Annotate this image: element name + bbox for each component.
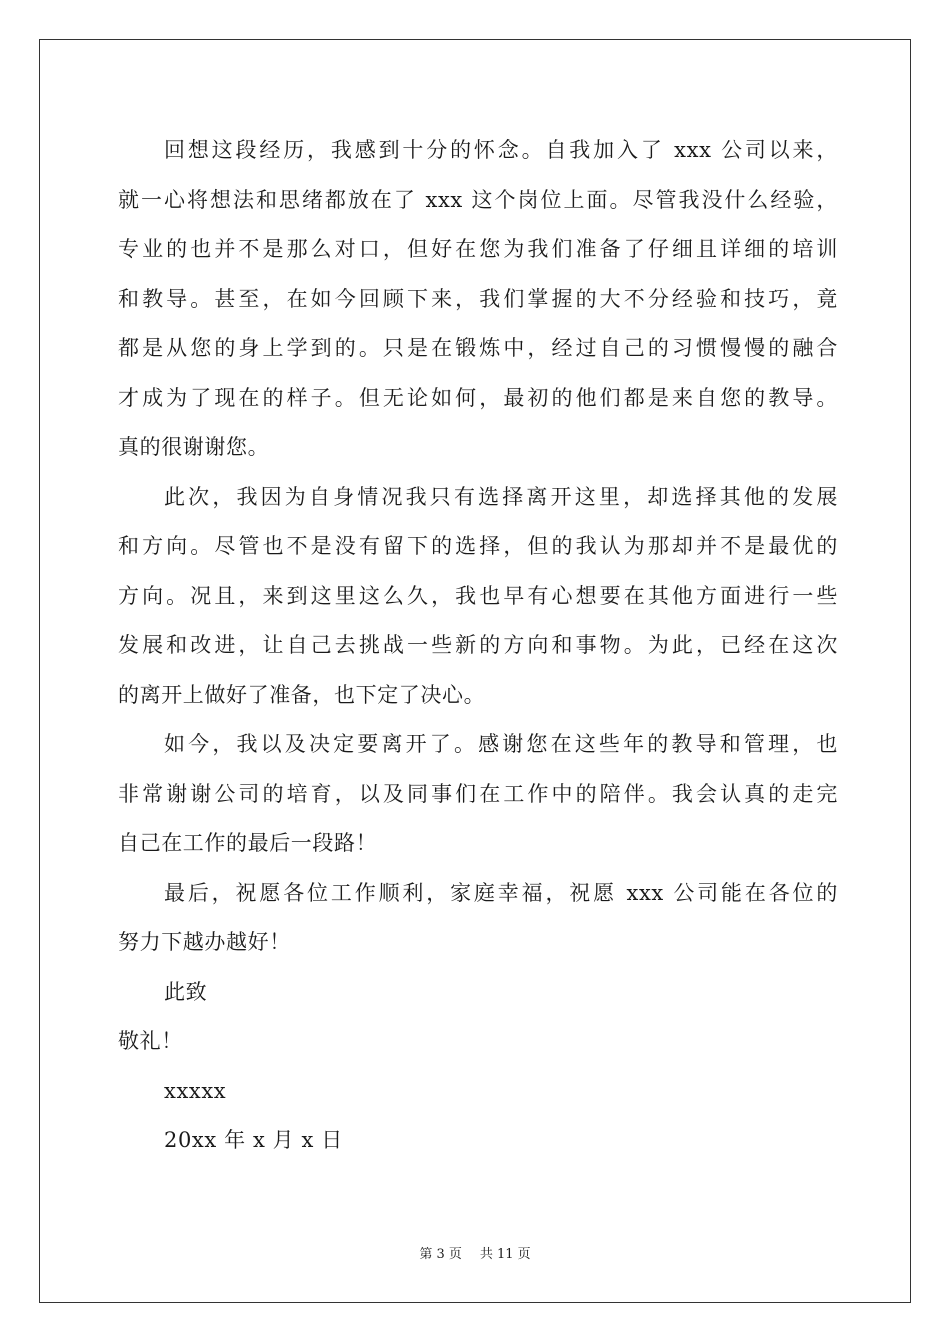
paragraph-line: 努力下越办越好！	[118, 930, 291, 954]
paragraph-line: 和教导。甚至，在如今回顾下来，我们掌握的大不分经验和技巧，竟	[118, 286, 838, 311]
page-number: 第 3 页	[419, 1247, 462, 1262]
paragraph-line: 最后，祝愿各位工作顺利，家庭幸福，祝愿 xxx 公司能在各位的	[164, 880, 838, 905]
paragraph-line: 方向。况且，来到这里这么久，我也早有心想要在其他方面进行一些	[118, 583, 838, 608]
paragraph-line: 自己在工作的最后一段路！	[118, 831, 378, 855]
signature: xxxxx	[164, 1078, 227, 1103]
paragraph-line: 的离开上做好了准备，也下定了决心。	[118, 682, 486, 707]
page-total: 共 11 页	[479, 1247, 531, 1262]
salute-line: 敬礼！	[118, 1029, 183, 1053]
paragraph-line: 才成为了现在的样子。但无论如何，最初的他们都是来自您的教导。	[118, 385, 838, 410]
paragraph-line: 和方向。尽管也不是没有留下的选择，但的我认为那却并不是最优的	[118, 534, 838, 558]
paragraph-line: 发展和改进，让自己去挑战一些新的方向和事物。为此，已经在这次	[118, 633, 838, 657]
paragraph-line: 如今，我以及决定要离开了。感谢您在这些年的教导和管理，也	[164, 732, 838, 756]
date-line: 20xx 年 x 月 x 日	[164, 1128, 343, 1152]
paragraph-line: 此次，我因为自身情况我只有选择离开这里，却选择其他的发展	[164, 484, 838, 509]
letter-body	[118, 126, 838, 1166]
paragraph-line: 真的很谢谢您。	[118, 435, 270, 459]
paragraph-line: 就一心将想法和思绪都放在了 xxx 这个岗位上面。尽管我没什么经验，	[118, 187, 838, 212]
paragraph-line: 非常谢谢公司的培育，以及同事们在工作中的陪伴。我会认真的走完	[118, 781, 838, 806]
paragraph-line: 都是从您的身上学到的。只是在锻炼中，经过自己的习惯慢慢的融合	[118, 336, 838, 360]
closing-line: 此致	[164, 979, 208, 1004]
paragraph-line: 回想这段经历，我感到十分的怀念。自我加入了 xxx 公司以来，	[164, 138, 838, 162]
page-footer	[0, 1243, 950, 1262]
paragraph-line: 专业的也并不是那么对口，但好在您为我们准备了仔细且详细的培训	[118, 237, 838, 261]
